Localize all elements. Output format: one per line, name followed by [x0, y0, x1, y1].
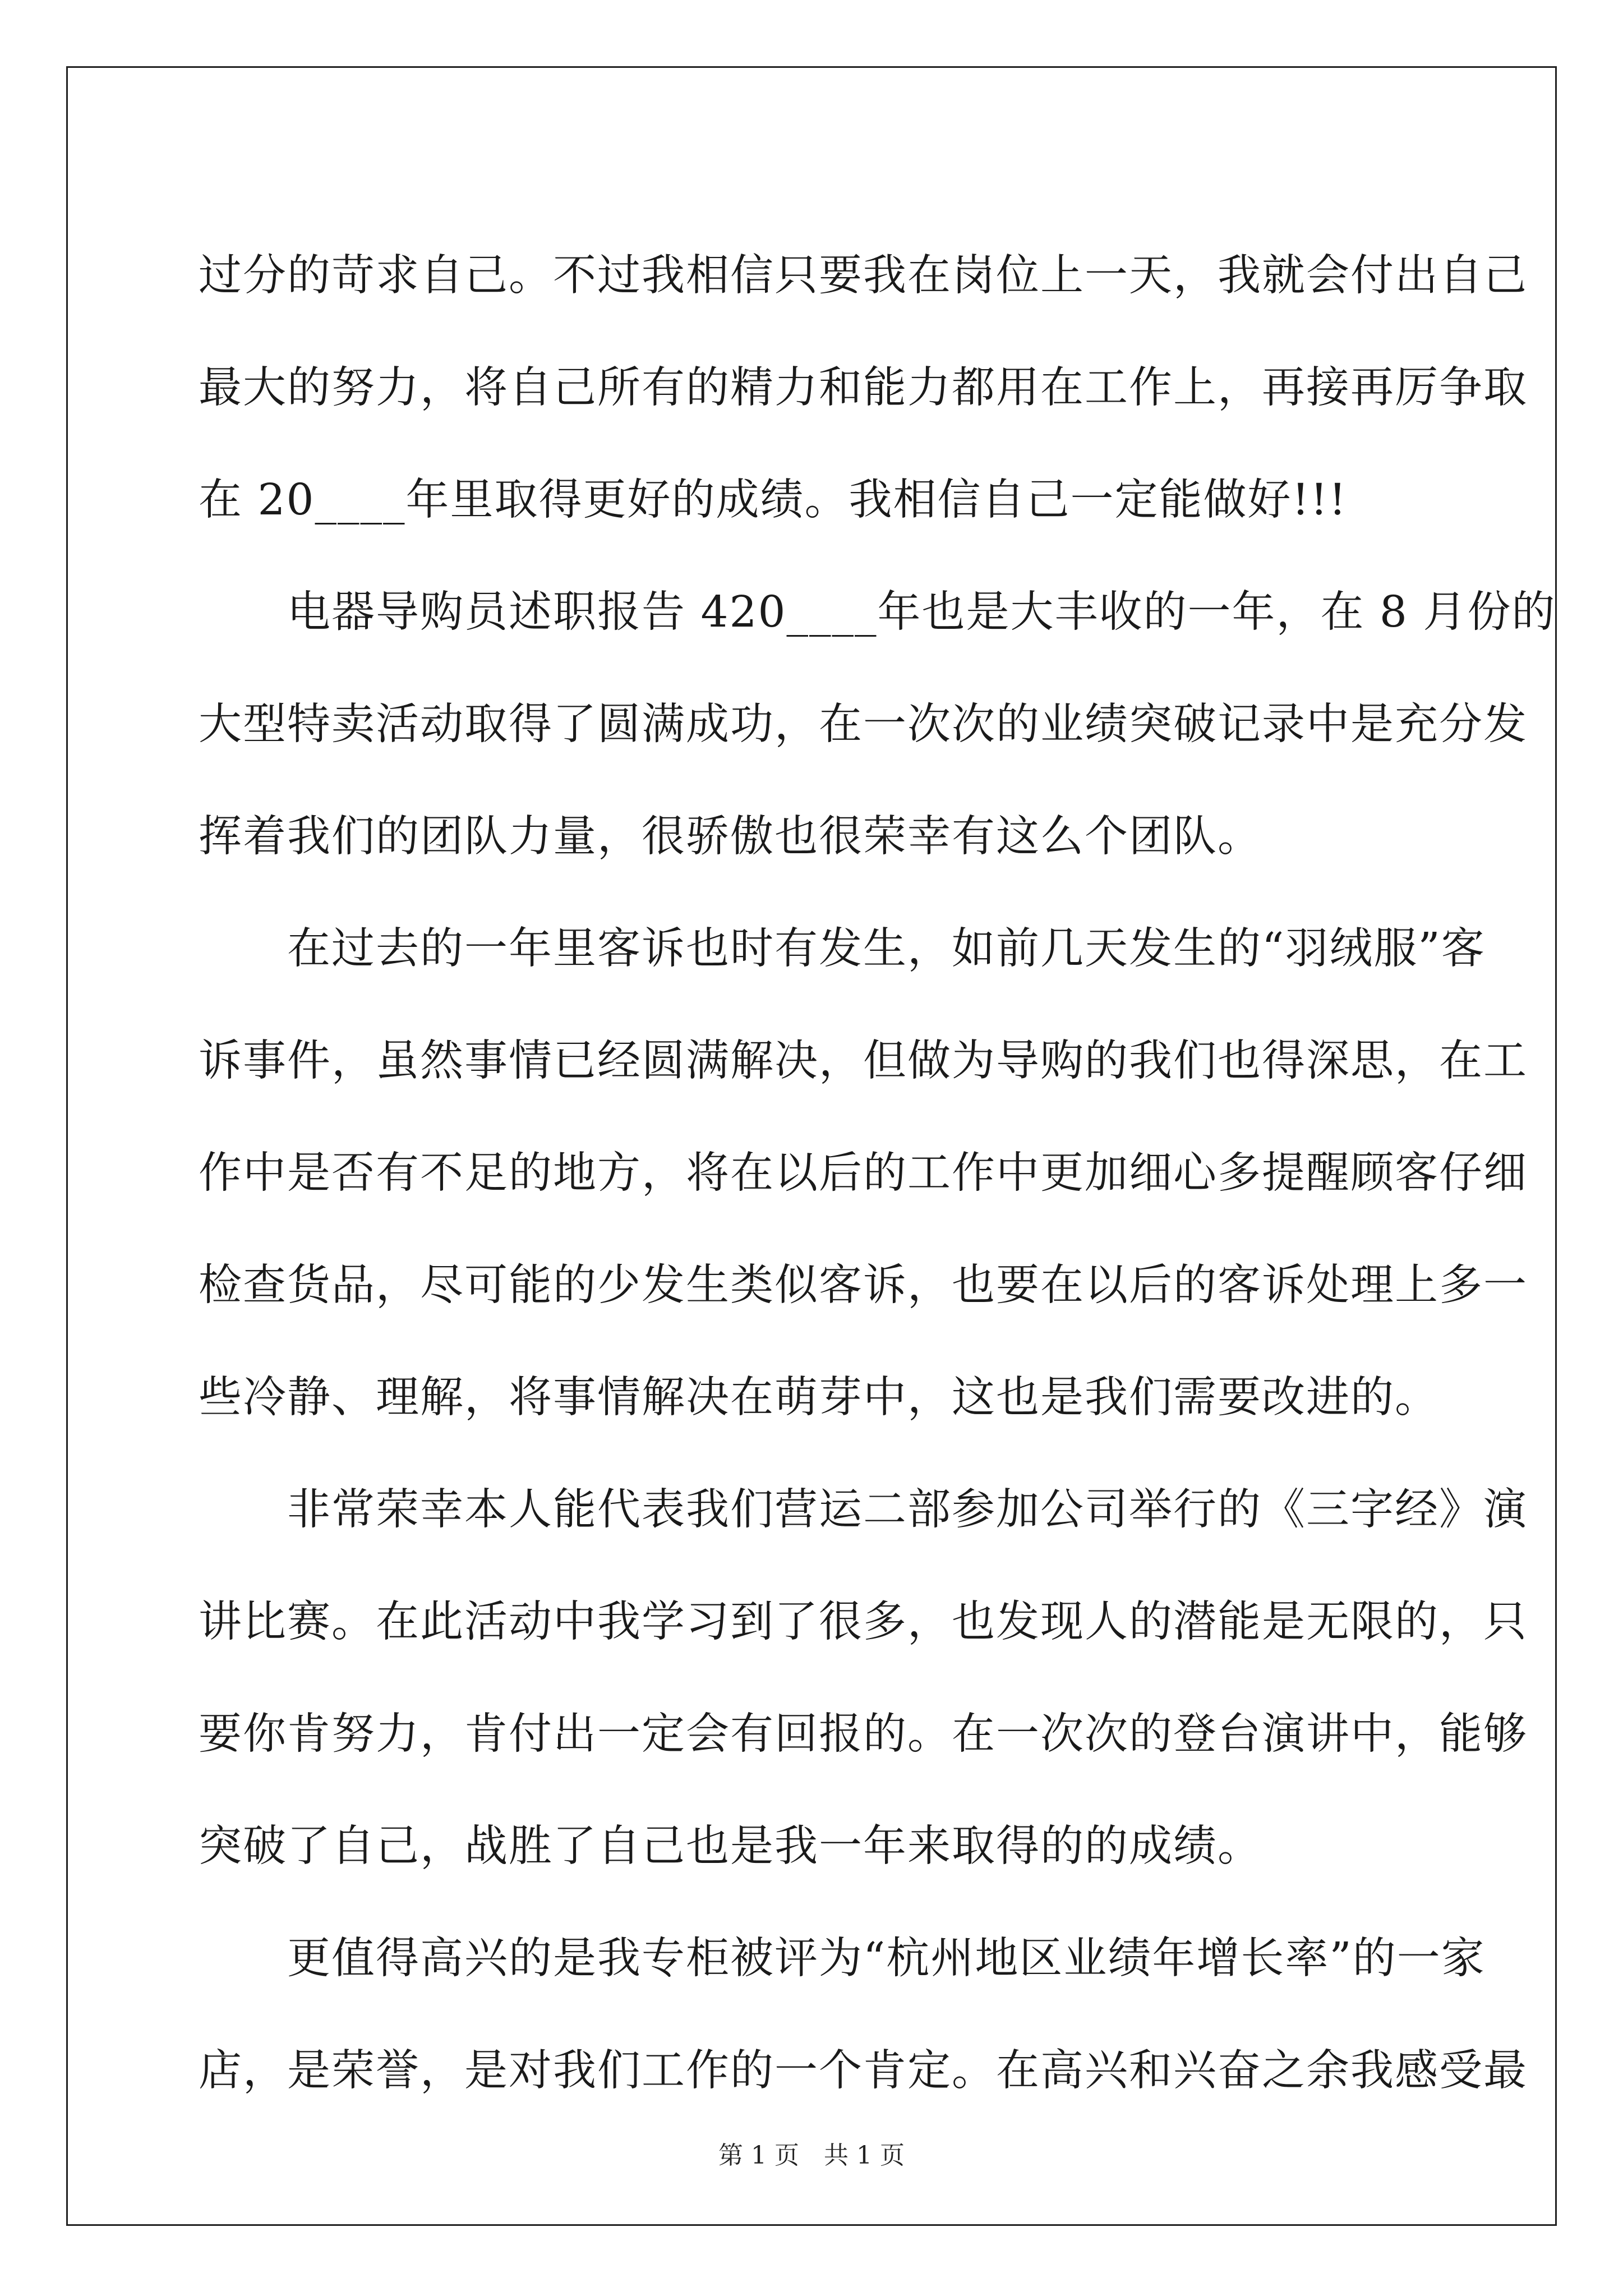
text-line: 作中是否有不足的地方，将在以后的工作中更加细心多提醒顾客仔细 [199, 1148, 1528, 1198]
text-line: 诉事件，虽然事情已经圆满解决，但做为导购的我们也得深思，在工 [199, 1036, 1528, 1086]
text-line: 过分的苛求自己。不过我相信只要我在岗位上一天，我就会付出自己 [199, 251, 1528, 301]
document-body [199, 220, 1556, 2127]
text-line: 店，是荣誉，是对我们工作的一个肯定。在高兴和兴奋之余我感受最 [199, 2046, 1528, 2096]
text-line: 检查货品，尽可能的少发生类似客诉，也要在以后的客诉处理上多一 [199, 1260, 1528, 1310]
text-line: 讲比赛。在此活动中我学习到了很多，也发现人的潜能是无限的，只 [199, 1597, 1528, 1647]
text-line: 挥着我们的团队力量，很骄傲也很荣幸有这么个团队。 [199, 812, 1262, 862]
text-line: 大型特卖活动取得了圆满成功，在一次次的业绩突破记录中是充分发 [199, 700, 1528, 749]
text-line: 要你肯努力，肯付出一定会有回报的。在一次次的登台演讲中，能够 [199, 1709, 1528, 1759]
text-line: 电器导购员述职报告 420____年也是大丰收的一年，在 8 月份的 [199, 587, 1556, 637]
text-line: 在过去的一年里客诉也时有发生，如前几天发生的“羽绒服”客 [199, 924, 1486, 974]
text-line: 最大的努力，将自己所有的精力和能力都用在工作上，再接再厉争取 [199, 363, 1528, 413]
text-line: 非常荣幸本人能代表我们营运二部参加公司举行的《三字经》演 [199, 1485, 1528, 1535]
page-number-footer: 第 1 页 共 1 页 [718, 2141, 905, 2170]
text-line: 在 20____年里取得更好的成绩。我相信自己一定能做好!!! [199, 475, 1348, 525]
text-line: 些冷静、理解，将事情解决在萌芽中，这也是我们需要改进的。 [199, 1373, 1439, 1423]
text-line: 突破了自己，战胜了自己也是我一年来取得的的成绩。 [199, 1821, 1262, 1871]
text-line: 更值得高兴的是我专柜被评为“杭州地区业绩年增长率”的一家 [199, 1934, 1486, 1984]
